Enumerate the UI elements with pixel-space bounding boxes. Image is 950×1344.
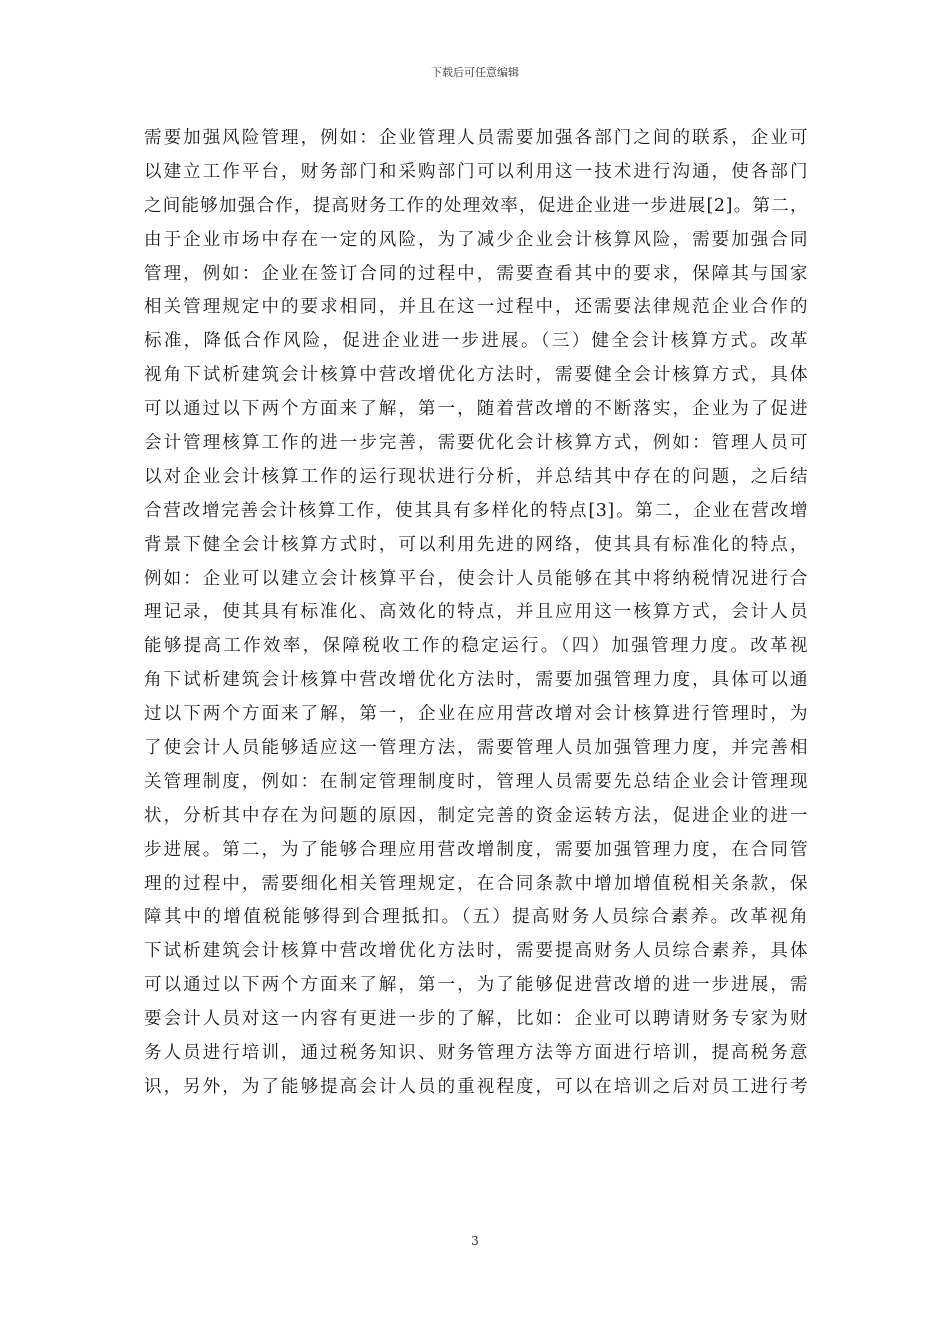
text-line: 关管理制度，例如：在制定管理制度时，管理人员需要先总结企业会计管理现 <box>144 771 808 792</box>
text-line: 能够提高工作效率，保障税收工作的稳定运行。（四）加强管理力度。改革视 <box>144 636 808 657</box>
text-line: 背景下健全会计核算方式时，可以利用先进的网络，使其具有标准化的特点， <box>144 534 808 555</box>
text-line: 标准，降低合作风险，促进企业进一步进展。（三）健全会计核算方式。改革 <box>144 331 808 352</box>
text-line: 由于企业市场中存在一定的风险，为了减少企业会计核算风险，需要加强合同 <box>144 229 808 250</box>
text-line: 以建立工作平台，财务部门和采购部门可以利用这一技术进行沟通，使各部门 <box>144 161 808 182</box>
page-number: 3 <box>471 1234 479 1248</box>
text-line: 以对企业会计核算工作的运行现状进行分析，并总结其中存在的问题，之后结 <box>144 466 808 487</box>
text-line: 会计管理核算工作的进一步完善，需要优化会计核算方式，例如：管理人员可 <box>144 433 808 454</box>
text-line: 例如：企业可以建立会计核算平台，使会计人员能够在其中将纳税情况进行合 <box>144 568 808 589</box>
text-line: 务人员进行培训，通过税务知识、财务管理方法等方面进行培训，提高税务意 <box>144 1043 808 1064</box>
text-line: 状，分析其中存在为问题的原因，制定完善的资金运转方法，促进企业的进一 <box>144 805 808 826</box>
text-line: 相关管理规定中的要求相同，并且在这一过程中，还需要法律规范企业合作的 <box>144 297 808 318</box>
text-line: 识，另外，为了能够提高会计人员的重视程度，可以在培训之后对员工进行考 <box>144 1076 808 1097</box>
text-line: 下试析建筑会计核算中营改增优化方法时，需要提高财务人员综合素养，具体 <box>144 941 808 962</box>
text-line: 管理，例如：企业在签订合同的过程中，需要查看其中的要求，保障其与国家 <box>144 263 808 284</box>
text-line: 要会计人员对这一内容有更进一步的了解，比如：企业可以聘请财务专家为财 <box>144 1009 808 1030</box>
text-line: 过以下两个方面来了解，第一，企业在应用营改增对会计核算进行管理时，为 <box>144 704 808 725</box>
text-line: 之间能够加强合作，提高财务工作的处理效率，促进企业进一步进展[2]。第二， <box>144 195 808 216</box>
text-line: 合营改增完善会计核算工作，使其具有多样化的特点[3]。第二，企业在营改增 <box>144 500 808 521</box>
text-line: 理记录，使其具有标准化、高效化的特点，并且应用这一核算方式，会计人员 <box>144 602 808 623</box>
text-line: 步进展。第二，为了能够合理应用营改增制度，需要加强管理力度，在合同管 <box>144 839 808 860</box>
text-line: 可以通过以下两个方面来了解，第一，为了能够促进营改增的进一步进展，需 <box>144 975 808 996</box>
text-line: 理的过程中，需要细化相关管理规定，在合同条款中增加增值税相关条款，保 <box>144 873 808 894</box>
text-line: 角下试析建筑会计核算中营改增优化方法时，需要加强管理力度，具体可以通 <box>144 670 808 691</box>
page-header: 下载后可任意编辑 <box>431 66 519 79</box>
text-line: 了使会计人员能够适应这一管理方法，需要管理人员加强管理力度，并完善相 <box>144 738 808 759</box>
text-line: 障其中的增值税能够得到合理抵扣。（五）提高财务人员综合素养。改革视角 <box>144 907 808 928</box>
text-line: 需要加强风险管理，例如：企业管理人员需要加强各部门之间的联系，企业可 <box>144 128 808 148</box>
text-line: 可以通过以下两个方面来了解，第一，随着营改增的不断落实，企业为了促进 <box>144 399 808 420</box>
body-paragraph <box>144 122 808 1105</box>
text-line: 视角下试析建筑会计核算中营改增优化方法时，需要健全会计核算方式，具体 <box>144 365 808 386</box>
